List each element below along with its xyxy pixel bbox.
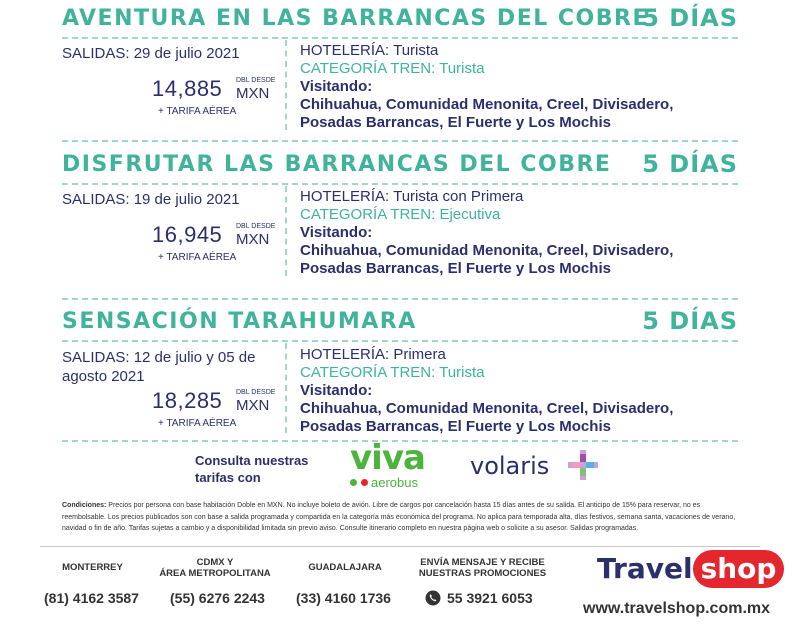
price-basis: DBL DESDE bbox=[236, 223, 276, 230]
contact-city bbox=[290, 562, 400, 573]
website-link[interactable]: www.travelshop.com.mx bbox=[583, 600, 771, 617]
train-category: CATEGORÍA TREN: Turista bbox=[300, 364, 485, 381]
volaris-star-icon bbox=[566, 448, 600, 482]
city-line: ENVÍA MENSAJE Y RECIBE bbox=[420, 557, 545, 568]
whatsapp-icon bbox=[425, 590, 441, 606]
train-category: CATEGORÍA TREN: Ejecutiva bbox=[300, 206, 501, 223]
tour-info bbox=[300, 188, 673, 278]
divider bbox=[62, 298, 738, 300]
contact-city bbox=[40, 562, 145, 573]
airfare-note: + TARIFA AÉREA bbox=[158, 418, 237, 429]
airfare-note: + TARIFA AÉREA bbox=[158, 252, 237, 263]
terms-conditions bbox=[62, 500, 738, 535]
red-dot-icon bbox=[350, 479, 357, 486]
visiting-line: Posadas Barrancas, El Fuerte y Los Mochis bbox=[300, 418, 611, 435]
divider bbox=[62, 37, 738, 39]
hotel-category: HOTELERÍA: Turista bbox=[300, 42, 439, 59]
currency: MXN bbox=[236, 231, 270, 248]
price-basis: DBL DESDE bbox=[236, 389, 276, 396]
viva-wordmark: viva bbox=[350, 438, 425, 478]
tour-days: 5 DÍAS bbox=[642, 307, 738, 335]
hotel-category: HOTELERÍA: Turista con Primera bbox=[300, 188, 524, 205]
brand-travel: Travel bbox=[597, 552, 693, 585]
divider bbox=[62, 140, 738, 142]
travelshop-logo bbox=[597, 550, 784, 588]
departure-dates: SALIDAS: 29 de julio 2021 bbox=[62, 45, 240, 62]
price-basis: DBL DESDE bbox=[236, 77, 276, 84]
contact-city bbox=[410, 557, 555, 579]
departure-dates: SALIDAS: 12 de julio y 05 de agosto 2021 bbox=[62, 349, 256, 385]
consult-line: Consulta nuestras bbox=[195, 453, 309, 468]
tour-info bbox=[300, 346, 673, 436]
tour-days: 5 DÍAS bbox=[642, 150, 738, 178]
departure-dates: SALIDAS: 19 de julio 2021 bbox=[62, 191, 240, 208]
volaris-wordmark: volaris bbox=[470, 452, 550, 480]
red-dot-icon bbox=[361, 479, 368, 486]
train-category: CATEGORÍA TREN: Turista bbox=[300, 60, 485, 77]
aerobus-row bbox=[350, 475, 425, 491]
terms-text: Precios por persona con base habitación Doble en MXN. No incluye boleto de avión. Libre de cargos por cancelación hasta 15 días antes de su salida. El anticipo de 15% para reservar, no es reembolsable. Los precios publicados son con base a salida programada y compartida en la categoría más económica del programa. No aplica para temporada alta, días festivos, semana santa, vacaciones de verano, navidad o fin de año. Tarifas sujetas a cambio y a disponibilidad limitada sin previo aviso. Consulte itinerario completo en nuestra página web o solicite a su asesor. Salidas programadas. bbox=[62, 502, 736, 532]
city-line: ÁREA METROPOLITANA bbox=[159, 568, 271, 579]
divider bbox=[62, 183, 738, 185]
tour-info bbox=[300, 42, 673, 132]
visiting-line: Posadas Barrancas, El Fuerte y Los Mochis bbox=[300, 260, 611, 277]
visiting-line: Posadas Barrancas, El Fuerte y Los Mochis bbox=[300, 114, 611, 131]
visiting-label: Visitando: bbox=[300, 78, 373, 95]
terms-label: Condiciones: bbox=[62, 502, 107, 509]
city-line: CDMX Y bbox=[196, 557, 234, 568]
price: 14,885 bbox=[152, 76, 223, 101]
brand-shop: shop bbox=[693, 550, 785, 588]
city-line: NUESTRAS PROMOCIONES bbox=[418, 568, 547, 579]
visiting-label: Visitando: bbox=[300, 224, 373, 241]
price: 18,285 bbox=[152, 388, 223, 413]
phone-monterrey[interactable]: (81) 4162 3587 bbox=[44, 590, 139, 606]
volaris-logo bbox=[470, 452, 549, 480]
airline-consult-text bbox=[195, 452, 308, 486]
visiting-line: Chihuahua, Comunidad Menonita, Creel, Divisadero, bbox=[300, 242, 674, 259]
divider bbox=[62, 340, 738, 342]
phone-guadalajara[interactable]: (33) 4160 1736 bbox=[296, 590, 391, 606]
airfare-note: + TARIFA AÉREA bbox=[158, 106, 237, 117]
tour-days: 5 DÍAS bbox=[642, 4, 738, 32]
city-line: GUADALAJARA bbox=[308, 562, 382, 573]
visiting-line: Chihuahua, Comunidad Menonita, Creel, Divisadero, bbox=[300, 96, 674, 113]
column-divider bbox=[285, 40, 287, 130]
phone-cdmx[interactable]: (55) 6276 2243 bbox=[170, 590, 265, 606]
city-line: MONTERREY bbox=[62, 562, 123, 573]
column-divider bbox=[285, 343, 287, 433]
contact-city bbox=[155, 557, 275, 579]
price: 16,945 bbox=[152, 222, 223, 247]
tour-title: DISFRUTAR LAS BARRANCAS DEL COBRE bbox=[62, 152, 612, 177]
footer-divider bbox=[40, 546, 760, 547]
consult-line: tarifas con bbox=[195, 470, 261, 485]
visiting-line: Chihuahua, Comunidad Menonita, Creel, Divisadero, bbox=[300, 400, 674, 417]
aerobus-wordmark: aerobus bbox=[371, 475, 418, 490]
currency: MXN bbox=[236, 85, 270, 102]
hotel-category: HOTELERÍA: Primera bbox=[300, 346, 446, 363]
currency: MXN bbox=[236, 397, 270, 414]
visiting-label: Visitando: bbox=[300, 382, 373, 399]
tour-title: AVENTURA EN LAS BARRANCAS DEL COBRE bbox=[62, 6, 649, 31]
viva-aerobus-logo bbox=[350, 438, 425, 491]
phone-whatsapp[interactable]: 55 3921 6053 bbox=[447, 590, 533, 606]
tour-title: SENSACIÓN TARAHUMARA bbox=[62, 309, 417, 334]
column-divider bbox=[285, 186, 287, 276]
